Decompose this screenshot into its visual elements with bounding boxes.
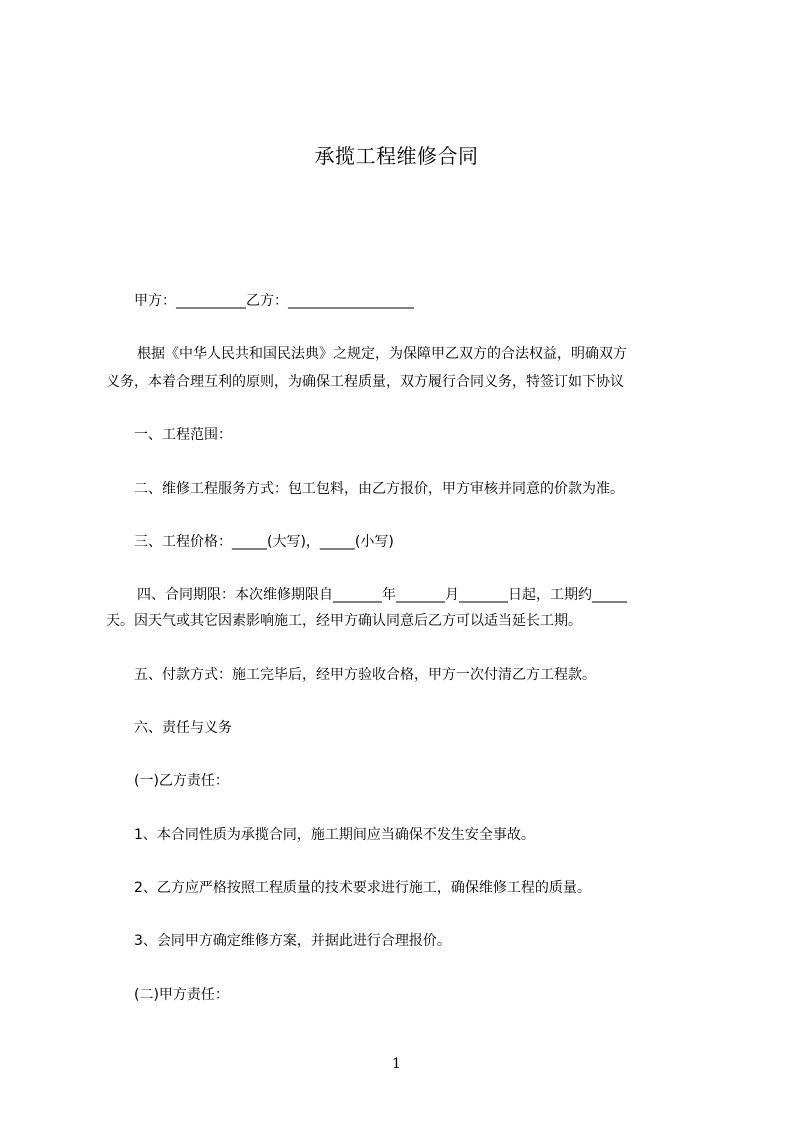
page-number: 1 <box>392 1056 401 1072</box>
clause-4-term-line-2: 天。因天气或其它因素影响施工，经甲方确认同意后乙方可以适当延长工期。 <box>106 613 582 629</box>
preamble-line-1: 根据《中华人民共和国民法典》之规定，为保障甲乙双方的合法权益，明确双方 <box>137 346 627 362</box>
clause-3-price: 三、工程价格：_____(大写)，_____(小写) <box>134 534 394 550</box>
party-a-heading: (二)甲方责任： <box>134 987 229 1003</box>
party-b-heading: (一)乙方责任： <box>134 773 229 789</box>
document-title: 承揽工程维修合同 <box>314 144 479 168</box>
preamble-line-2: 义务，本着合理互利的原则，为确保工程质量，双方履行合同义务，特签订如下协议 <box>106 374 624 390</box>
clause-4-term-line-1: 四、合同期限：本次维修期限自_______年_______月_______日起，工期约_____ <box>137 587 627 603</box>
clause-6-responsibilities: 六、责任与义务 <box>134 720 232 736</box>
clause-2-service-method: 二、维修工程服务方式：包工包料，由乙方报价，甲方审核并同意的价款为准。 <box>134 481 624 497</box>
clause-1-scope: 一、工程范围： <box>134 427 232 443</box>
party-b-item-1: 1、本合同性质为承揽合同，施工期间应当确保不发生安全事故。 <box>134 827 535 843</box>
clause-5-payment: 五、付款方式：施工完毕后，经甲方验收合格，甲方一次付清乙方工程款。 <box>134 667 596 683</box>
party-b-item-2: 2、乙方应严格按照工程质量的技术要求进行施工，确保维修工程的质量。 <box>134 880 591 896</box>
party-b-item-3: 3、会同甲方确定维修方案，并据此进行合理报价。 <box>134 933 451 949</box>
parties-line: 甲方：__________乙方：__________________ <box>134 293 414 309</box>
